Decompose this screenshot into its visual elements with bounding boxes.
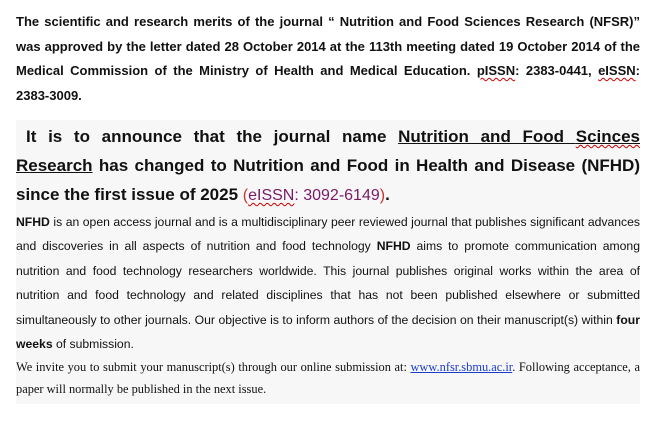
- name-change-paragraph: [16, 122, 640, 210]
- announce-middle: has changed to Nutrition and Food in Health and Disease (NFHD) since the first issue of 2025: [16, 156, 640, 204]
- description-text-3: of submission.: [52, 337, 134, 352]
- eissn-value: : 2383-3009.: [16, 63, 640, 103]
- description-text-1: is an open access journal and is a multidisciplinary peer reviewed journal that publishes significant advances and discoveries in all aspects of nutrition and food technology: [16, 215, 640, 254]
- journal-merits-paragraph: [16, 10, 640, 108]
- nfhd-abbrev-2: NFHD: [376, 239, 411, 254]
- old-name-part-3: Research: [16, 156, 93, 175]
- pissn-label: pISSN: [476, 63, 516, 78]
- announcement-document: [16, 10, 640, 404]
- old-name-part-2: Scinces: [575, 127, 640, 146]
- journal-description-paragraph: [16, 210, 640, 356]
- merits-text: The scientific and research merits of the journal “ Nutrition and Food Sciences Research (NFSR)” was approved by the letter dated 28 October 2014 at the 113th meeting dated 19 October 2014 of the Medical Commission of the Ministry of Health and Medical Education.: [16, 14, 640, 78]
- invite-text-2: . Following acceptance, a paper will normally be published in the next issue.: [16, 360, 640, 397]
- nfhd-abbrev-1: NFHD: [16, 215, 50, 229]
- announce-end: .: [385, 185, 390, 204]
- old-name-part-1: Nutrition and Food: [398, 127, 576, 146]
- invite-text-1: We invite you to submit your manuscript(s) through our online submission at:: [16, 360, 411, 375]
- announcement-section: [16, 120, 640, 404]
- new-eissn-value: : 3092-6149: [294, 187, 380, 204]
- announce-intro: It is to announce that the journal name: [26, 127, 399, 146]
- eissn-label: eISSN: [598, 63, 636, 78]
- description-text-2: aims to promote communication among nutrition and food technology researchers worldwide. This journal publishes original works within the area of nutrition and food technology and related disciplines that has not been published elsewhere or submitted simultaneously to other journals. Our objective is to inform authors of the decision on their manuscript(s) within: [16, 239, 640, 327]
- new-eissn-label: eISSN: [248, 187, 295, 204]
- new-eissn: [243, 187, 385, 204]
- four-weeks: four weeks: [16, 312, 640, 352]
- submission-link[interactable]: www.nfsr.sbmu.ac.ir: [410, 360, 513, 375]
- paren-open: (: [242, 187, 249, 204]
- submission-invite-paragraph: [16, 356, 640, 404]
- pissn-value: : 2383-0441,: [515, 63, 599, 78]
- paren-close: ): [379, 187, 386, 204]
